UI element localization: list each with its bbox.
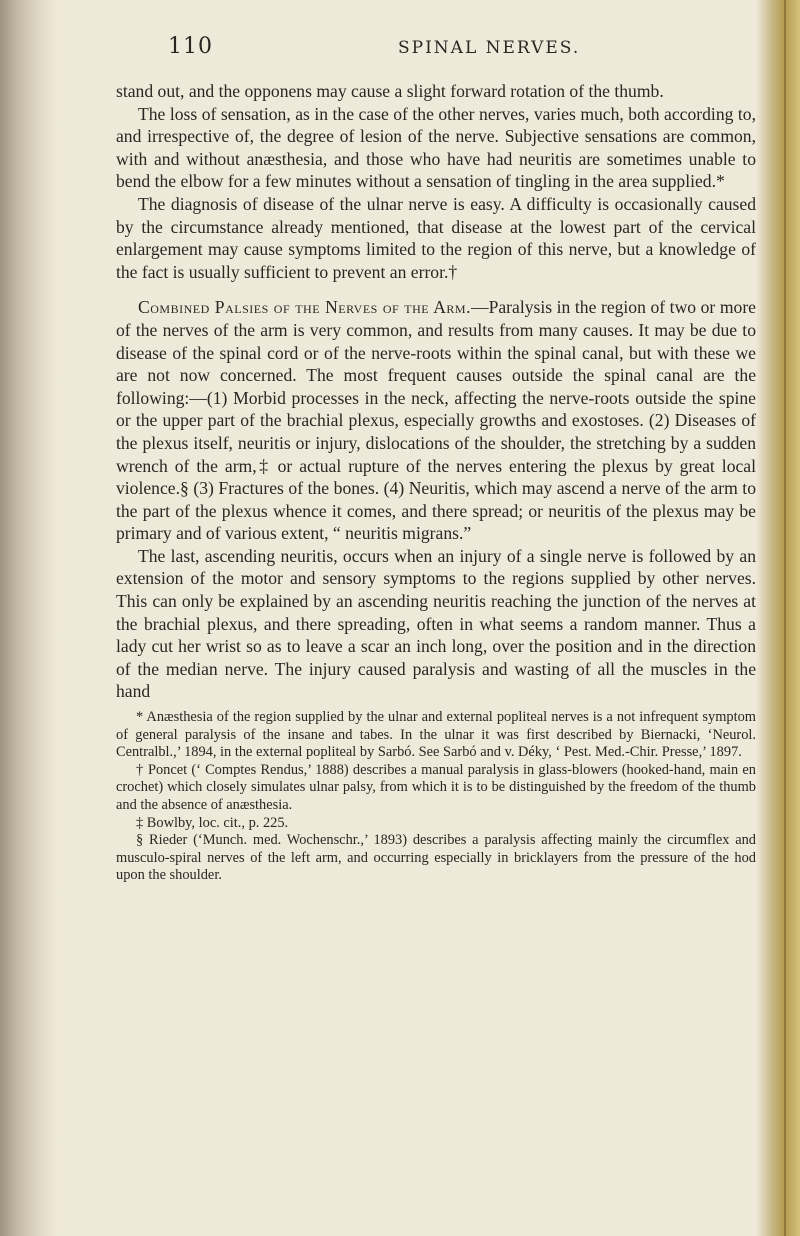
- page-number: 110: [168, 34, 213, 59]
- running-head: SPINAL NERVES.: [398, 38, 581, 58]
- book-spine-edge: [756, 0, 800, 1236]
- section-heading: Combined Palsies of the Nerves of the Arm.: [138, 297, 471, 318]
- paragraph-ascending-neuritis: The last, ascending neuritis, occurs when an injury of a single nerve is followed by an extension of the motor and sensory symptoms to the regions supplied by other nerves. This can only be explained by an ascending neuritis reaching the junction of the nerves at the brachial plexus, and there spreading, often in what seems a random manner. Thus a lady cut her wrist so as to leave a scar an inch long, over the position and in the direction of the median nerve. The injury caused paralysis and wasting of all the muscles in the hand: [116, 545, 756, 702]
- footnote-bowlby: ‡ Bowlby, loc. cit., p. 225.: [136, 814, 289, 831]
- page-header: [116, 34, 756, 74]
- footnote-rieder: § Rieder (‘Munch. med. Wochenschr.,’ 1893) describes a paralysis affecting mainly the circumflex and musculo-spiral nerves of the left arm, and occurring especially in bricklayers from the pressure of the hod upon the shoulder.: [116, 832, 756, 884]
- body-text: [116, 80, 756, 703]
- page-left-shadow: [0, 0, 58, 1236]
- spine-line: [784, 0, 786, 1236]
- paragraph-sensation: The loss of sensation, as in the case of the other nerves, varies much, both according to, and irrespective of, the degree of lesion of the nerve. Subjective sensations are common, with and without anæsthesia, and those who have had neuritis are sometimes unable to bend the elbow for a few minutes without a sensation of tingling in the area supplied.*: [116, 103, 756, 192]
- paragraph-combined-palsies: [116, 296, 756, 545]
- book-page: [116, 34, 756, 885]
- paragraph-diagnosis: The diagnosis of disease of the ulnar nerve is easy. A difficulty is occasionally caused by the circumstance already mentioned, that disease at the lowest part of the cervical enlargement may cause symptoms limited to the region of this nerve, but a knowledge of the fact is usually sufficient to prevent an error.†: [116, 193, 756, 282]
- section-text: —Paralysis in the region of two or more of the nerves of the arm is very common, and results from many causes. It may be due to disease of the spinal cord or of the nerve-roots within the spinal canal, but with these we are not now concerned. The most frequent causes outside the spinal canal are the following:—(1) Morbid processes in the neck, affecting the nerve-roots outside the spine or the upper part of the brachial plexus, especially growths and exostoses. (2) Diseases of the plexus itself, neuritis or injury, dislocations of the shoulder, the stretching by a sudden wrench of the arm,‡ or actual rupture of the nerves entering the plexus by great local violence.§ (3) Fractures of the bones. (4) Neuritis, which may ascend a nerve of the arm to the part of the plexus whence it comes, and there spread; or neuritis of the plexus may be primary and of various extent, “ neuritis migrans.”: [116, 297, 756, 544]
- footnote-anaesthesia: * Anæsthesia of the region supplied by the ulnar and external popliteal nerves is a not infrequent symptom of general paralysis of the insane and tabes. In the ulnar it was first described by Biernacki, ‘Neurol. Centralbl.,’ 1894, in the external popliteal by Sarbó. See Sarbó and v. Déky, ‘ Pest. Med.-Chir. Presse,’ 1897.: [116, 709, 756, 761]
- paragraph-continuation: stand out, and the opponens may cause a slight forward rotation of the thumb.: [116, 81, 664, 101]
- footnote-poncet: † Poncet (‘ Comptes Rendus,’ 1888) describes a manual paralysis in glass-blowers (hooked-hand, main en crochet) which closely simulates ulnar palsy, from which it is to be distinguished by the freedom of the thumb and the absence of anæsthesia.: [116, 761, 756, 813]
- footnotes: [116, 709, 756, 885]
